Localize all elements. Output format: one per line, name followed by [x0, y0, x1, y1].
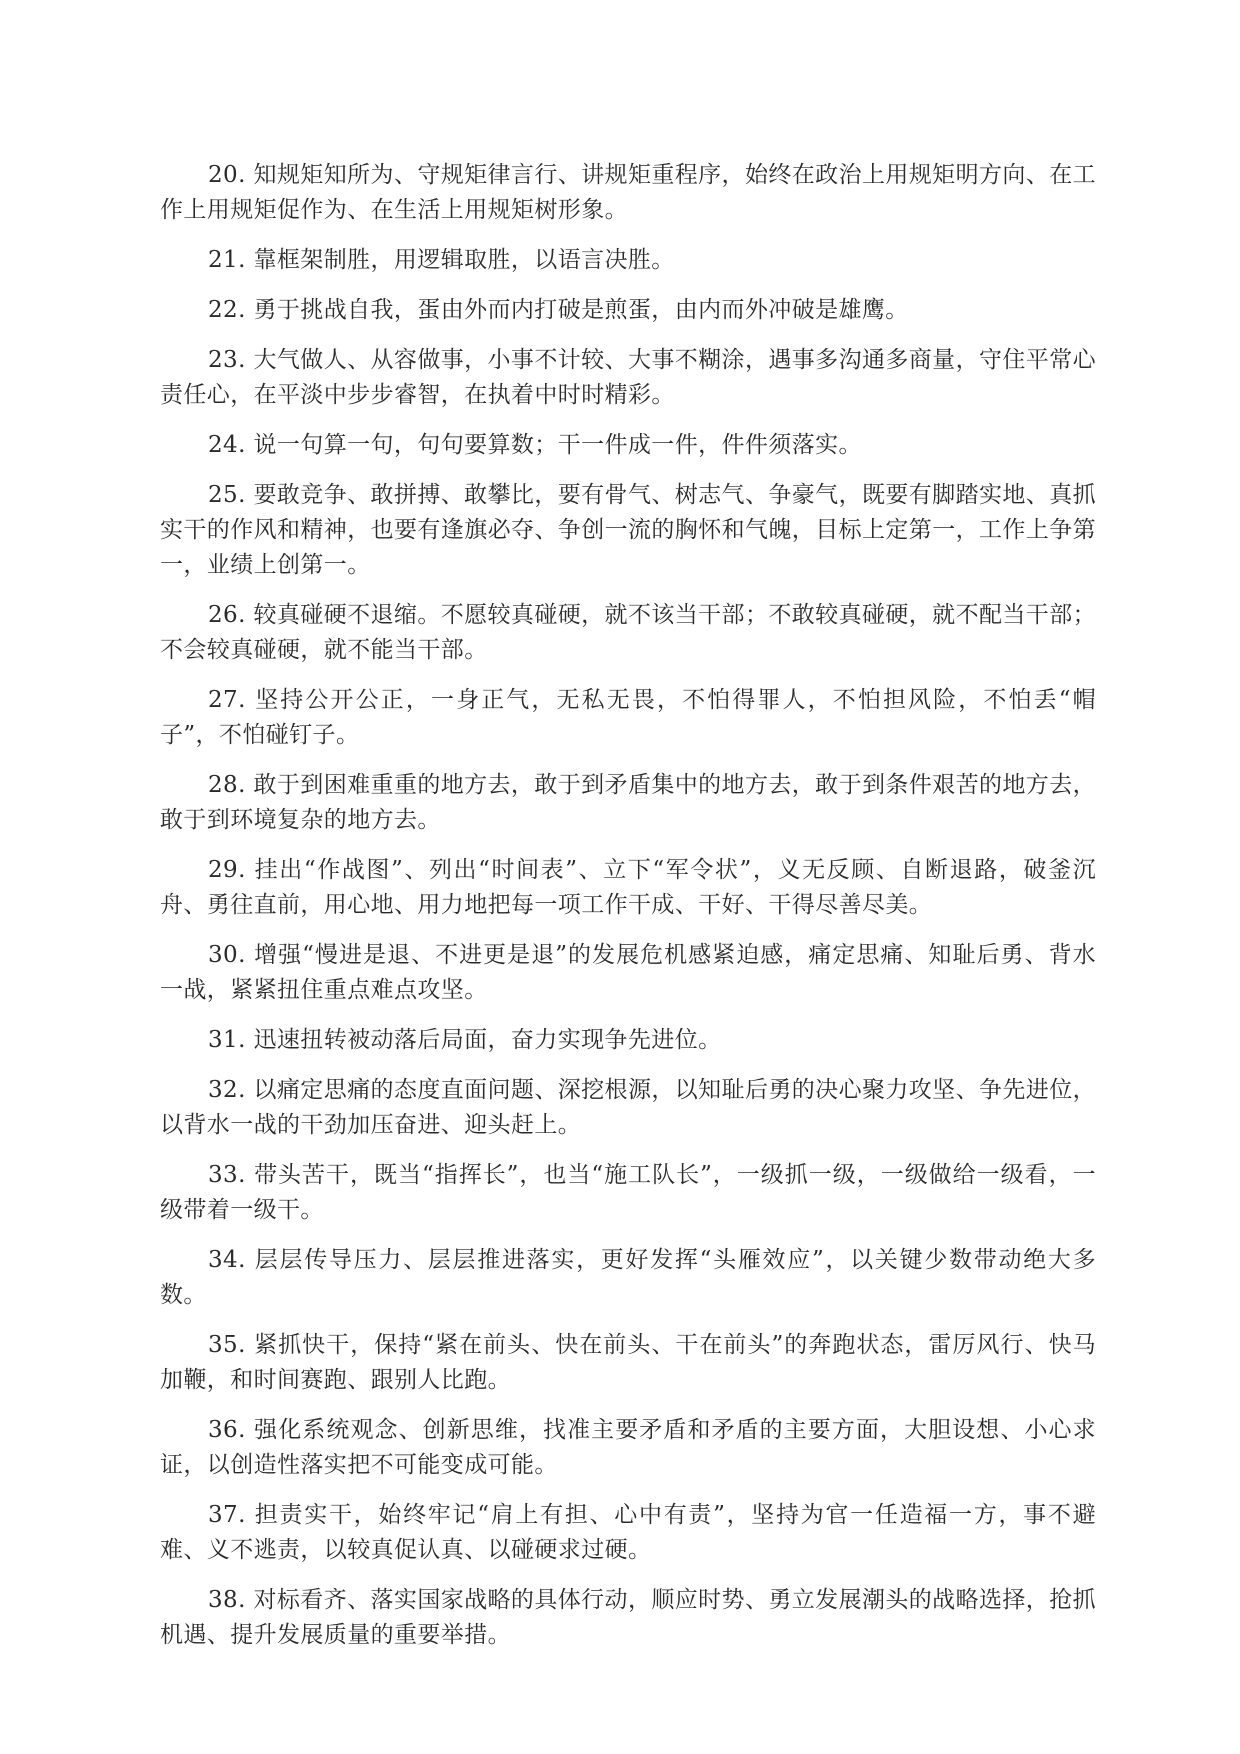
document-body [160, 158, 1096, 1668]
paragraph-28: 28. 敢于到困难重重的地方去，敢于到矛盾集中的地方去，敢于到条件艰苦的地方去，敢于到环境复杂的地方去。 [160, 772, 1096, 833]
paragraph-38: 38. 对标看齐、落实国家战略的具体行动，顺应时势、勇立发展潮头的战略选择，抢抓机遇、提升发展质量的重要举措。 [160, 1587, 1096, 1648]
paragraph-30: 30. 增强“慢进是退、不进更是退”的发展危机感紧迫感，痛定思痛、知耻后勇、背水一战，紧紧扭住重点难点攻坚。 [160, 942, 1096, 1003]
paragraph-29: 29. 挂出“作战图”、列出“时间表”、立下“军令状”，义无反顾、自断退路，破釜沉舟、勇往直前，用心地、用力地把每一项工作干成、干好、干得尽善尽美。 [160, 857, 1096, 918]
paragraph-36: 36. 强化系统观念、创新思维，找准主要矛盾和矛盾的主要方面，大胆设想、小心求证，以创造性落实把不可能变成可能。 [160, 1417, 1096, 1478]
paragraph-23: 23. 大气做人、从容做事，小事不计较、大事不糊涂，遇事多沟通多商量，守住平常心责任心，在平淡中步步睿智，在执着中时时精彩。 [160, 347, 1096, 408]
paragraph-24: 24. 说一句算一句，句句要算数；干一件成一件，件件须落实。 [208, 432, 862, 458]
paragraph-22: 22. 勇于挑战自我，蛋由外而内打破是煎蛋，由内而外冲破是雄鹰。 [208, 297, 909, 323]
paragraph-32: 32. 以痛定思痛的态度直面问题、深挖根源，以知耻后勇的决心聚力攻坚、争先进位，以背水一战的干劲加压奋进、迎头赶上。 [160, 1077, 1096, 1138]
paragraph-27: 27. 坚持公开公正，一身正气，无私无畏，不怕得罪人，不怕担风险，不怕丢“帽子”，不怕碰钉子。 [160, 687, 1096, 748]
paragraph-34: 34. 层层传导压力、层层推进落实，更好发挥“头雁效应”，以关键少数带动绝大多数。 [160, 1247, 1096, 1308]
paragraph-33: 33. 带头苦干，既当“指挥长”，也当“施工队长”，一级抓一级，一级做给一级看，一级带着一级干。 [160, 1162, 1096, 1223]
paragraph-37: 37. 担责实干，始终牢记“肩上有担、心中有责”，坚持为官一任造福一方，事不避难、义不逃责，以较真促认真、以碰硬求过硬。 [160, 1502, 1096, 1563]
paragraph-26: 26. 较真碰硬不退缩。不愿较真碰硬，就不该当干部；不敢较真碰硬，就不配当干部；不会较真碰硬，就不能当干部。 [160, 602, 1096, 663]
paragraph-31: 31. 迅速扭转被动落后局面，奋力实现争先进位。 [208, 1027, 722, 1053]
paragraph-21: 21. 靠框架制胜，用逻辑取胜，以语言决胜。 [208, 247, 675, 273]
paragraph-20: 20. 知规矩知所为、守规矩律言行、讲规矩重程序，始终在政治上用规矩明方向、在工作上用规矩促作为、在生活上用规矩树形象。 [160, 162, 1096, 223]
paragraph-35: 35. 紧抓快干，保持“紧在前头、快在前头、干在前头”的奔跑状态，雷厉风行、快马加鞭，和时间赛跑、跟别人比跑。 [160, 1332, 1096, 1393]
paragraph-25: 25. 要敢竞争、敢拼搏、敢攀比，要有骨气、树志气、争豪气，既要有脚踏实地、真抓实干的作风和精神，也要有逢旗必夺、争创一流的胸怀和气魄，目标上定第一，工作上争第一，业绩上创第一。 [160, 482, 1096, 578]
